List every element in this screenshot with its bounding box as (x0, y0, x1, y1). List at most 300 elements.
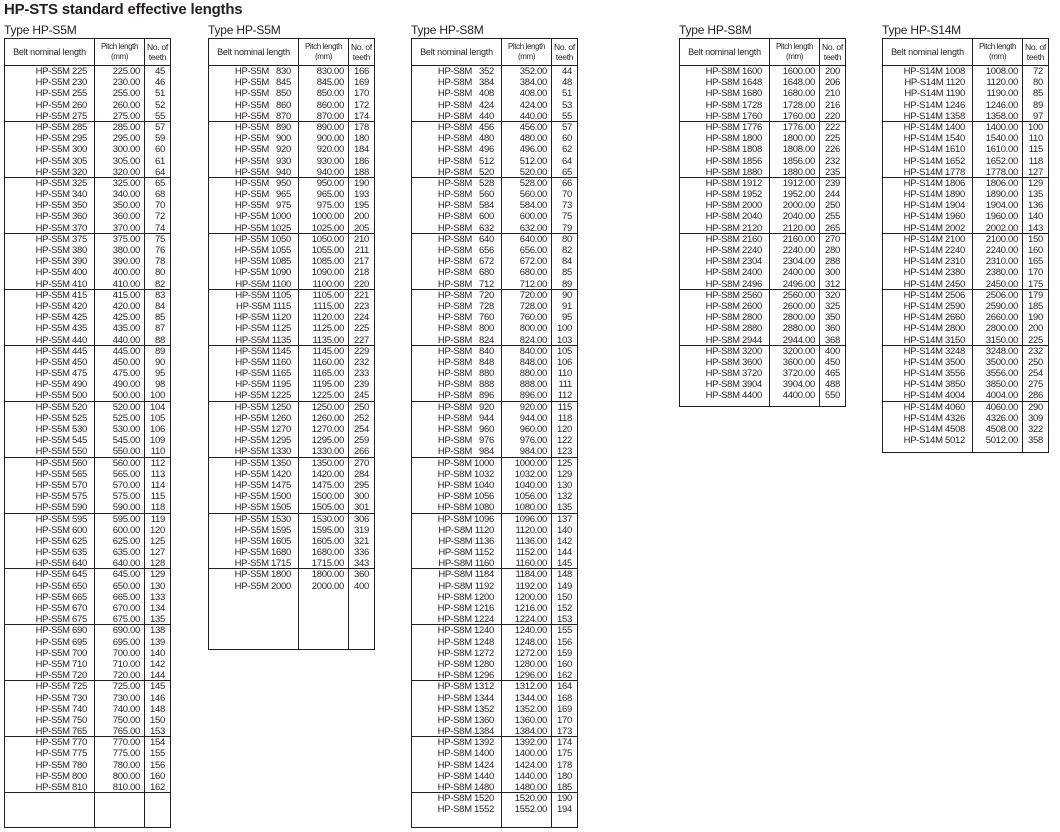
belt-nominal-length-cell: HP-S8M 712 (437, 278, 494, 290)
belt-nominal-length-cell: HP-S14M 1904 (903, 200, 965, 212)
pitch-length-cell: 320.00 (112, 166, 140, 178)
teeth-count-cell: 156 (557, 636, 572, 648)
belt-nominal-length-cell: HP-S5M 965 (234, 189, 291, 201)
teeth-count-cell: 306 (354, 513, 369, 525)
belt-nominal-length-cell: HP-S8M 520 (437, 166, 494, 178)
pitch-length-cell: 1085.00 (311, 256, 344, 268)
pitch-length-cell: 350.00 (112, 200, 140, 212)
teeth-count-cell: 169 (354, 77, 369, 89)
pitch-length-cell: 3500.00 (985, 356, 1018, 368)
belt-nominal-length-cell: HP-S8M 1200 (437, 591, 494, 603)
teeth-count-cell: 275 (1028, 379, 1043, 391)
pitch-length-cell: 1440.00 (514, 770, 547, 782)
pitch-length-cell: 545.00 (112, 435, 140, 447)
table-row (680, 144, 845, 155)
teeth-count-cell: 550 (825, 390, 840, 402)
belt-nominal-length-cell: HP-S8M 480 (437, 133, 494, 145)
table-row (412, 603, 577, 614)
pitch-length-cell: 1540.00 (985, 133, 1018, 145)
table-row (412, 480, 577, 491)
table-row (412, 368, 577, 379)
teeth-count-cell: 125 (150, 535, 165, 547)
belt-nominal-length-cell: HP-S5M 490 (35, 379, 87, 391)
teeth-count-cell: 73 (562, 200, 572, 212)
table-row (5, 737, 170, 748)
table-row (412, 234, 577, 245)
belt-nominal-length-cell: HP-S5M 1680 (234, 547, 291, 559)
table-row (883, 390, 1048, 401)
table-row (883, 178, 1048, 189)
table-row (883, 122, 1048, 133)
pitch-length-cell: 1115.00 (313, 300, 344, 312)
pitch-length-cell: 1192.00 (515, 580, 547, 592)
teeth-count-cell: 100 (150, 390, 165, 402)
teeth-count-cell: 180 (557, 770, 572, 782)
pitch-length-cell: 2240.00 (985, 245, 1018, 256)
pitch-length-cell: 2240.00 (782, 245, 815, 256)
pitch-length-cell: 672.00 (519, 256, 547, 268)
belt-nominal-length-cell: HP-S8M 384 (437, 77, 494, 89)
table-row (680, 111, 845, 122)
table-row (412, 279, 577, 290)
teeth-count-cell: 83 (155, 289, 165, 301)
belt-nominal-length-cell: HP-S14M 3556 (903, 368, 965, 380)
belt-nominal-length-cell: HP-S5M 570 (35, 479, 87, 491)
teeth-count-cell: 140 (557, 524, 572, 536)
pitch-length-cell: 1165.00 (312, 368, 344, 380)
teeth-count-cell: 98 (155, 379, 165, 391)
teeth-count-cell: 52 (155, 99, 165, 111)
teeth-count-cell: 68 (155, 189, 165, 201)
teeth-count-cell: 115 (1028, 144, 1043, 156)
pitch-length-cell: 690.00 (112, 625, 140, 637)
teeth-count-cell: 169 (557, 703, 572, 715)
belt-nominal-length-cell: HP-S8M 1056 (437, 491, 494, 503)
belt-nominal-length-cell: HP-S5M 845 (234, 77, 291, 89)
belt-nominal-length-cell: HP-S8M 1280 (437, 658, 494, 670)
teeth-count-cell: 115 (150, 491, 165, 503)
table-row (412, 469, 577, 480)
belt-nominal-length-cell: HP-S8M 1136 (438, 535, 494, 547)
pitch-length-cell: 1530.00 (311, 513, 344, 525)
belt-nominal-length-cell: HP-S5M 275 (35, 110, 87, 122)
belt-nominal-length-cell: HP-S5M 1105 (235, 289, 291, 301)
header-pitch-length (95, 39, 145, 65)
table-row (5, 581, 170, 592)
pitch-length-cell: 520.00 (112, 401, 140, 413)
belt-nominal-length-cell: HP-S14M 2002 (903, 222, 965, 234)
pitch-length-cell: 3200.00 (782, 345, 815, 357)
belt-nominal-length-cell: HP-S5M 1505 (234, 502, 291, 514)
pitch-length-cell: 3720.00 (782, 368, 815, 380)
pitch-length-cell: 424.00 (519, 99, 547, 111)
pitch-length-cell: 2944.00 (782, 334, 815, 346)
teeth-count-cell: 193 (354, 189, 369, 201)
teeth-count-cell: 295 (354, 479, 369, 491)
teeth-count-cell: 184 (354, 144, 369, 156)
belt-nominal-length-cell: HP-S8M 1312 (437, 681, 494, 693)
pitch-length-cell: 890.00 (316, 121, 344, 133)
belt-nominal-length-cell: HP-S8M 3904 (705, 379, 762, 391)
belt-nominal-length-cell: HP-S14M 2590 (903, 300, 965, 312)
teeth-count-cell: 190 (1028, 312, 1043, 324)
table-body (680, 66, 845, 406)
table-row (412, 614, 577, 625)
pitch-length-cell: 800.00 (112, 770, 140, 782)
pitch-length-cell: 1760.00 (782, 110, 815, 122)
pitch-length-cell: 632.00 (519, 222, 547, 234)
table-row (5, 558, 170, 569)
belt-nominal-length-cell: HP-S8M 528 (437, 177, 494, 189)
teeth-count-cell: 51 (155, 88, 165, 100)
pitch-length-cell: 530.00 (112, 424, 140, 435)
table-row (209, 581, 374, 592)
pitch-length-cell: 575.00 (112, 491, 140, 503)
table-row (412, 760, 577, 771)
teeth-count-cell: 225 (825, 133, 840, 145)
teeth-count-cell: 135 (150, 614, 165, 626)
pitch-length-cell: 750.00 (112, 714, 140, 726)
table-row (412, 581, 577, 592)
teeth-count-cell: 127 (1028, 166, 1043, 178)
belt-nominal-length-cell: HP-S8M 4400 (705, 390, 762, 402)
teeth-count-cell: 89 (155, 345, 165, 357)
pitch-length-cell: 1000.00 (514, 457, 547, 469)
teeth-count-cell: 220 (825, 110, 840, 122)
pitch-length-cell: 340.00 (112, 189, 140, 201)
pitch-length-cell: 848.00 (519, 356, 547, 368)
header-teeth-line1: No. of (1025, 42, 1046, 52)
table-row (209, 301, 374, 312)
pitch-length-cell: 1352.00 (514, 703, 547, 715)
teeth-count-cell: 59 (155, 133, 165, 145)
pitch-length-cell: 650.00 (112, 580, 140, 592)
table-row (412, 200, 577, 211)
teeth-count-cell: 226 (825, 144, 840, 156)
teeth-count-cell: 321 (354, 535, 369, 547)
pitch-length-cell: 410.00 (112, 278, 140, 290)
pitch-length-cell: 1250.00 (311, 401, 344, 413)
teeth-count-cell: 170 (1028, 267, 1043, 279)
belt-nominal-length-cell: HP-S5M 1195 (235, 379, 291, 391)
belt-nominal-length-cell: HP-S8M 1152 (438, 547, 494, 559)
teeth-count-cell: 221 (354, 289, 369, 301)
table-row (412, 491, 577, 502)
pitch-length-cell: 1505.00 (311, 502, 344, 514)
table-row (209, 480, 374, 491)
pitch-length-cell: 1125.00 (312, 323, 344, 335)
table-row (5, 223, 170, 234)
pitch-length-cell: 940.00 (316, 166, 344, 178)
table-row (680, 279, 845, 290)
belt-nominal-length-cell: HP-S5M 645 (35, 569, 87, 581)
table-row (5, 446, 170, 457)
teeth-count-cell: 232 (825, 155, 840, 167)
table-row (209, 111, 374, 122)
teeth-count-cell: 75 (155, 233, 165, 245)
table-row (680, 189, 845, 200)
header-teeth-line2: teeth (555, 52, 574, 62)
teeth-count-cell: 44 (562, 66, 572, 77)
pitch-length-cell: 2660.00 (985, 312, 1018, 324)
teeth-count-cell: 168 (557, 692, 572, 704)
pitch-length-cell: 1096.00 (514, 513, 547, 525)
pitch-length-cell: 1224.00 (514, 614, 547, 626)
teeth-count-cell: 175 (1028, 278, 1043, 290)
pitch-length-cell: 2380.00 (985, 267, 1018, 279)
teeth-count-cell: 109 (150, 435, 165, 447)
belt-nominal-length-cell: HP-S8M 512 (437, 155, 494, 167)
belt-nominal-length-cell: HP-S8M 1000 (437, 457, 494, 469)
teeth-count-cell: 301 (354, 502, 369, 514)
table-row (412, 144, 577, 155)
teeth-count-cell: 225 (1028, 334, 1043, 346)
table-row (5, 211, 170, 222)
belt-nominal-length-cell: HP-S5M 975 (234, 200, 291, 212)
lengths-table (882, 38, 1049, 453)
pitch-length-cell: 445.00 (112, 345, 140, 357)
belt-nominal-length-cell: HP-S5M 900 (234, 133, 291, 145)
pitch-length-cell: 1952.00 (782, 189, 815, 201)
pitch-length-cell: 1912.00 (782, 177, 815, 189)
teeth-count-cell: 200 (1028, 323, 1043, 335)
teeth-count-cell: 80 (562, 233, 572, 245)
pitch-length-cell: 1344.00 (514, 692, 547, 704)
teeth-count-cell: 128 (150, 558, 165, 570)
section-title: Type HP-S5M (4, 23, 77, 37)
teeth-count-cell: 106 (150, 424, 165, 435)
teeth-count-cell: 224 (354, 312, 369, 324)
belt-nominal-length-cell: HP-S8M 440 (437, 110, 494, 122)
teeth-count-cell: 488 (825, 379, 840, 391)
header-belt-nominal-length: Belt nominal length (883, 39, 973, 65)
belt-nominal-length-cell: HP-S14M 1400 (903, 121, 965, 133)
pitch-length-cell: 896.00 (519, 390, 547, 402)
teeth-count-cell: 106 (557, 356, 572, 368)
pitch-length-cell: 2450.00 (985, 278, 1018, 290)
table-row (412, 637, 577, 648)
table-row (5, 424, 170, 435)
teeth-count-cell: 118 (150, 502, 165, 514)
table-row (680, 390, 845, 401)
table-row (209, 312, 374, 323)
header-pitch-line1: Pitch length (775, 42, 813, 51)
belt-nominal-length-cell: HP-S8M 2400 (705, 267, 762, 279)
belt-nominal-length-cell: HP-S8M 1400 (437, 748, 494, 760)
belt-nominal-length-cell: HP-S5M 730 (35, 692, 87, 704)
table-row (209, 189, 374, 200)
pitch-length-cell: 1680.00 (782, 88, 815, 100)
header-pitch-line2: (mm) (785, 52, 804, 61)
pitch-length-cell: 408.00 (519, 88, 547, 100)
pitch-length-cell: 740.00 (112, 703, 140, 715)
pitch-length-cell: 2400.00 (782, 267, 815, 279)
belt-nominal-length-cell: HP-S5M 370 (35, 222, 87, 234)
pitch-length-cell: 765.00 (112, 726, 140, 738)
belt-nominal-length-cell: HP-S8M 1648 (705, 77, 762, 89)
belt-nominal-length-cell: HP-S14M 1960 (903, 211, 965, 223)
belt-nominal-length-cell: HP-S5M 420 (35, 300, 87, 312)
table-row (209, 525, 374, 536)
belt-nominal-length-cell: HP-S5M 1420 (234, 468, 291, 480)
table-row (209, 156, 374, 167)
table-row (5, 480, 170, 491)
table-row (5, 189, 170, 200)
pitch-length-cell: 976.00 (519, 435, 547, 447)
belt-nominal-length-cell: HP-S5M 830 (234, 66, 291, 77)
table-row (412, 424, 577, 435)
teeth-count-cell: 84 (155, 300, 165, 312)
belt-nominal-length-cell: HP-S5M 340 (35, 189, 87, 201)
belt-nominal-length-cell: HP-S5M 1595 (234, 524, 291, 536)
belt-nominal-length-cell: HP-S8M 920 (437, 401, 494, 413)
table-row (5, 279, 170, 290)
belt-nominal-length-cell: HP-S8M 2560 (705, 289, 762, 301)
pitch-length-cell: 440.00 (519, 110, 547, 122)
pitch-length-cell: 1008.00 (985, 66, 1018, 77)
pitch-length-cell: 1120.00 (312, 312, 344, 324)
teeth-count-cell: 90 (155, 356, 165, 368)
pitch-length-cell: 2800.00 (782, 312, 815, 324)
teeth-count-cell: 144 (150, 670, 165, 682)
belt-nominal-length-cell: HP-S14M 2660 (903, 312, 965, 324)
pitch-length-cell: 390.00 (112, 256, 140, 268)
table-row (5, 726, 170, 737)
teeth-count-cell: 110 (150, 446, 165, 458)
table-row (5, 771, 170, 782)
pitch-length-cell: 2560.00 (782, 289, 815, 301)
table-row (412, 748, 577, 759)
pitch-length-cell: 3556.00 (985, 368, 1018, 380)
teeth-count-cell: 85 (562, 267, 572, 279)
belt-nominal-length-cell: HP-S8M 976 (437, 435, 494, 447)
table-row (412, 100, 577, 111)
teeth-count-cell: 153 (557, 614, 572, 626)
belt-nominal-length-cell: HP-S5M 1530 (234, 513, 291, 525)
belt-nominal-length-cell: HP-S5M 850 (234, 88, 291, 100)
table-row (209, 424, 374, 435)
teeth-count-cell: 166 (354, 66, 369, 77)
pitch-length-cell: 1080.00 (514, 502, 547, 514)
section-title: Type HP-S8M (411, 23, 484, 37)
pitch-length-cell: 1605.00 (311, 535, 344, 547)
table-row (5, 290, 170, 301)
belt-nominal-length-cell: HP-S14M 2506 (903, 289, 965, 301)
belt-nominal-length-cell: HP-S8M 840 (437, 345, 494, 357)
pitch-length-cell: 3904.00 (782, 379, 815, 391)
table-row (209, 458, 374, 469)
table-row (883, 379, 1048, 390)
table-body (5, 66, 170, 827)
pitch-length-cell: 1808.00 (782, 144, 815, 156)
teeth-count-cell: 190 (557, 793, 572, 805)
table-row (5, 536, 170, 547)
header-no-of-teeth (349, 39, 374, 65)
belt-nominal-length-cell: HP-S14M 2100 (903, 233, 965, 245)
teeth-count-cell: 244 (825, 189, 840, 201)
header-teeth-line1: No. of (351, 42, 372, 52)
table-row (209, 234, 374, 245)
belt-nominal-length-cell: HP-S5M 2000 (234, 580, 291, 592)
belt-nominal-length-cell: HP-S8M 1480 (437, 782, 494, 793)
table-row (883, 66, 1048, 77)
belt-nominal-length-cell: HP-S5M 230 (35, 77, 87, 89)
pitch-length-cell: 1040.00 (514, 479, 547, 491)
table-row (680, 211, 845, 222)
table-row (412, 301, 577, 312)
table-row (5, 648, 170, 659)
belt-nominal-length-cell: HP-S8M 1800 (705, 133, 762, 145)
pitch-length-cell: 656.00 (519, 245, 547, 256)
belt-nominal-length-cell: HP-S5M 1330 (234, 446, 291, 458)
table-row (412, 670, 577, 681)
belt-nominal-length-cell: HP-S5M 1145 (235, 345, 291, 357)
section-title: Type HP-S5M (208, 23, 281, 37)
belt-nominal-length-cell: HP-S8M 888 (437, 379, 494, 391)
pitch-length-cell: 665.00 (112, 591, 140, 603)
table-row (209, 100, 374, 111)
pitch-length-cell: 1648.00 (782, 77, 815, 89)
teeth-count-cell: 400 (825, 345, 840, 357)
table-row (5, 245, 170, 256)
teeth-count-cell: 62 (562, 144, 572, 156)
table-row (5, 178, 170, 189)
belt-nominal-length-cell: HP-S5M 860 (234, 99, 291, 111)
belt-nominal-length-cell: HP-S5M 1100 (235, 278, 291, 290)
belt-nominal-length-cell: HP-S8M 1240 (437, 625, 494, 637)
pitch-length-cell: 1025.00 (311, 222, 344, 234)
teeth-count-cell: 51 (562, 88, 572, 100)
table-row (412, 592, 577, 603)
pitch-length-cell: 1105.00 (312, 289, 344, 301)
pitch-length-cell: 480.00 (519, 133, 547, 145)
table-row (412, 167, 577, 178)
teeth-count-cell: 95 (562, 312, 572, 324)
teeth-count-cell: 74 (155, 222, 165, 234)
table-row (209, 514, 374, 525)
teeth-count-cell: 120 (557, 424, 572, 435)
belt-nominal-length-cell: HP-S5M 410 (35, 278, 87, 290)
pitch-length-cell: 3600.00 (782, 356, 815, 368)
pitch-length-cell: 720.00 (519, 289, 547, 301)
belt-nominal-length-cell: HP-S8M 896 (437, 390, 494, 402)
teeth-count-cell: 127 (150, 547, 165, 559)
table-row (883, 290, 1048, 301)
table-row (412, 346, 577, 357)
teeth-count-cell: 60 (155, 144, 165, 156)
pitch-length-cell: 456.00 (519, 121, 547, 133)
header-belt-nominal-length: Belt nominal length (5, 39, 95, 65)
teeth-count-cell: 185 (1028, 300, 1043, 312)
belt-nominal-length-cell: HP-S14M 1246 (903, 99, 965, 111)
table-row (680, 66, 845, 77)
pitch-length-cell: 1715.00 (311, 558, 344, 570)
belt-nominal-length-cell: HP-S8M 800 (437, 323, 494, 335)
belt-nominal-length-cell: HP-S14M 4326 (903, 412, 965, 424)
header-no-of-teeth (552, 39, 577, 65)
pitch-length-cell: 300.00 (112, 144, 140, 156)
table-row (209, 357, 374, 368)
table-row (209, 435, 374, 446)
belt-nominal-length-cell: HP-S8M 3600 (705, 356, 762, 368)
pitch-length-cell: 1392.00 (514, 737, 547, 749)
teeth-count-cell: 173 (557, 726, 572, 738)
belt-nominal-length-cell: HP-S14M 4004 (903, 390, 965, 402)
pitch-length-cell: 380.00 (112, 245, 140, 256)
teeth-count-cell: 185 (557, 782, 572, 793)
table-row (412, 693, 577, 704)
teeth-count-cell: 164 (557, 681, 572, 693)
